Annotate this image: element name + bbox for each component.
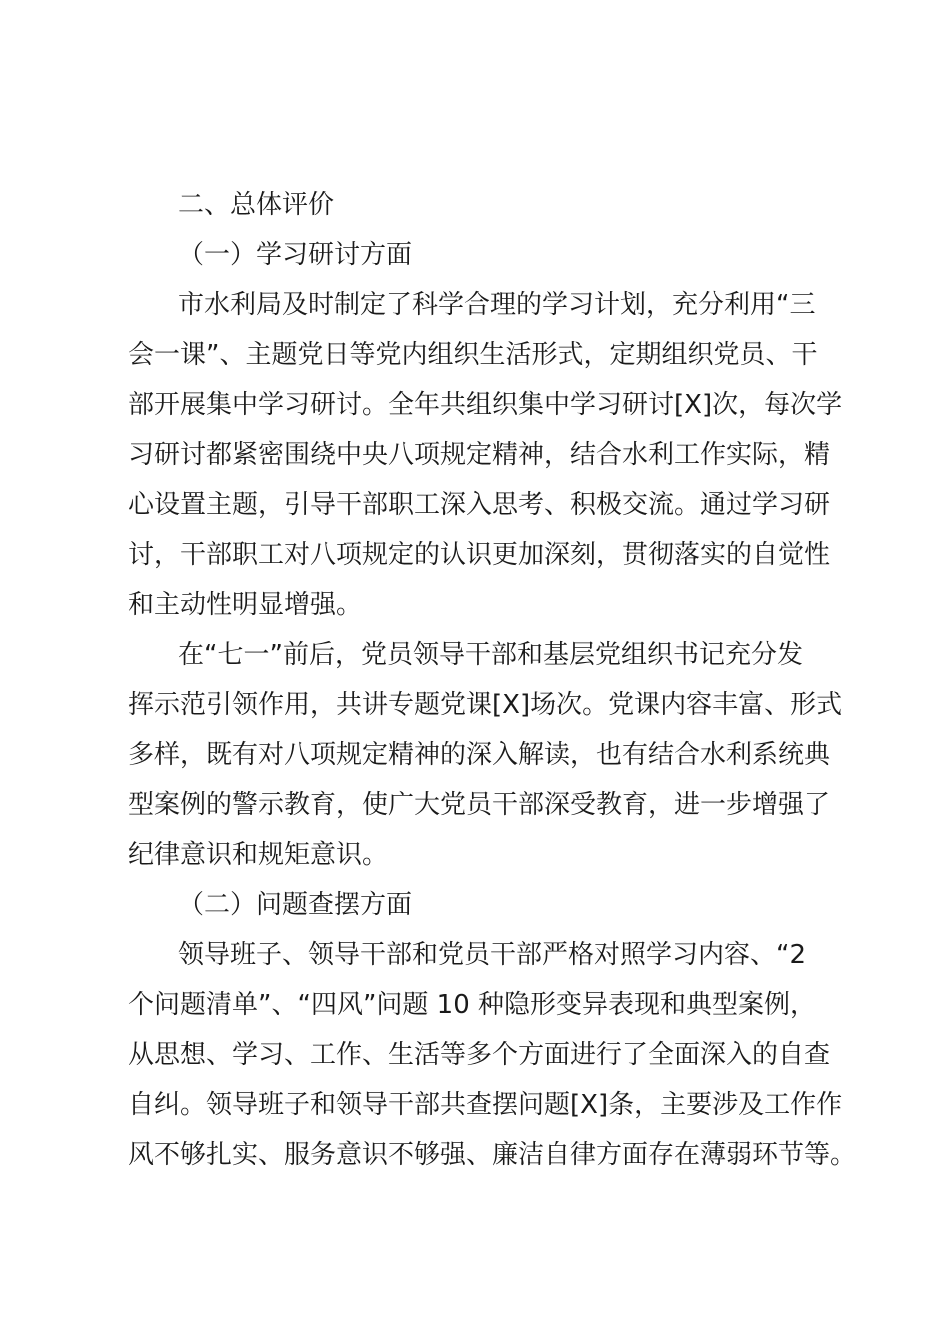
paragraph-line: 和主动性明显增强。 bbox=[128, 590, 363, 620]
paragraph-line: 多样，既有对八项规定精神的深入解读，也有结合水利系统典 bbox=[128, 740, 831, 770]
subsection-heading-study: （一）学习研讨方面 bbox=[178, 240, 413, 270]
paragraph-line: 从思想、学习、工作、生活等多个方面进行了全面深入的自查 bbox=[128, 1040, 831, 1070]
paragraph-line: 讨，干部职工对八项规定的认识更加深刻，贯彻落实的自觉性 bbox=[128, 540, 831, 570]
paragraph-line: 部开展集中学习研讨。全年共组织集中学习研讨[X]次，每次学 bbox=[128, 390, 843, 420]
subsection-heading-problems: （二）问题查摆方面 bbox=[178, 890, 413, 920]
paragraph-line: 领导班子、领导干部和党员干部严格对照学习内容、“2 bbox=[178, 940, 807, 970]
paragraph-line: 型案例的警示教育，使广大党员干部深受教育，进一步增强了 bbox=[128, 790, 831, 820]
paragraph-line: 习研讨都紧密围绕中央八项规定精神，结合水利工作实际，精 bbox=[128, 440, 831, 470]
paragraph-line: 纪律意识和规矩意识。 bbox=[128, 840, 389, 870]
paragraph-line: 自纠。领导班子和领导干部共查摆问题[X]条，主要涉及工作作 bbox=[128, 1090, 843, 1120]
paragraph-line: 会一课”、主题党日等党内组织生活形式，定期组织党员、干 bbox=[128, 340, 818, 370]
paragraph-line: 挥示范引领作用，共讲专题党课[X]场次。党课内容丰富、形式 bbox=[128, 690, 843, 720]
paragraph-line: 市水利局及时制定了科学合理的学习计划，充分利用“三 bbox=[178, 290, 816, 320]
section-heading: 二、总体评价 bbox=[178, 190, 335, 220]
paragraph-line: 风不够扎实、服务意识不够强、廉洁自律方面存在薄弱环节等。 bbox=[128, 1140, 857, 1170]
paragraph-line: 在“七一”前后，党员领导干部和基层党组织书记充分发 bbox=[178, 640, 803, 670]
paragraph-line: 心设置主题，引导干部职工深入思考、积极交流。通过学习研 bbox=[128, 490, 831, 520]
paragraph-line: 个问题清单”、“四风”问题 10 种隐形变异表现和典型案例， bbox=[128, 990, 817, 1020]
